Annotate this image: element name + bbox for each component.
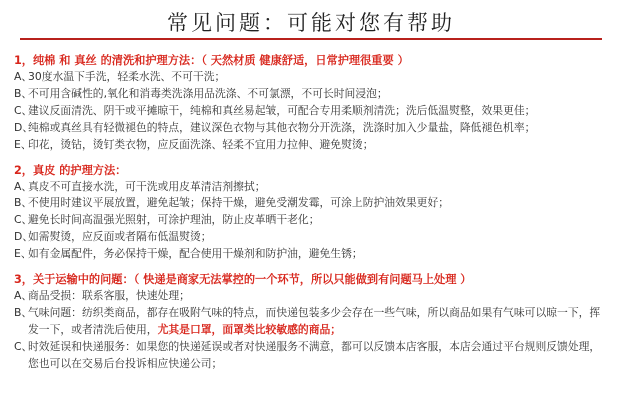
- item-text: 纯棉或真丝具有轻微褪色的特点，建议深色衣物与其他衣物分开洗涤，洗涤时加入少量盐，降低褪色机率；: [28, 120, 536, 134]
- item-text: 避免长时间高温强光照射，可涂护理油，防止皮革晒干老化；: [28, 213, 320, 227]
- item-letter: B、: [14, 305, 33, 319]
- section-leather-care: [14, 162, 608, 264]
- page-title: 常见问题：可能对您有帮助: [167, 11, 455, 35]
- item-letter: B、: [14, 196, 33, 210]
- title-divider: [20, 38, 602, 40]
- item-text: 时效延误和快递服务：如果您的快递延误或者对快递服务不满意，都可以反馈本店客服，本店会通过平台规则反馈处理，您也可以在交易后台投诉相应快递公司；: [28, 339, 601, 370]
- list-item: [14, 229, 608, 246]
- item-letter: C、: [14, 103, 33, 117]
- section-heading-label: 1，纯棉 和 真丝 的清洗和护理方法：: [14, 54, 202, 67]
- section-heading: [14, 271, 608, 288]
- section-heading-label: 2，真皮 的护理方法：: [14, 163, 127, 177]
- item-letter: A、: [14, 179, 33, 193]
- section-heading: [14, 52, 608, 69]
- item-text: 商品受损：联系客服，快速处理；: [28, 289, 190, 303]
- item-letter: B、: [14, 86, 33, 100]
- list-item: [14, 86, 608, 103]
- section-heading: [14, 162, 608, 179]
- item-text-highlight: 尤其是口罩，面罩类比较敏感的商品；: [157, 322, 342, 336]
- item-letter: D、: [14, 120, 34, 134]
- title-bar: [14, 0, 608, 40]
- list-item: [14, 195, 608, 212]
- list-item: [14, 246, 608, 263]
- item-letter: D、: [14, 230, 34, 244]
- item-letter: C、: [14, 213, 33, 227]
- list-item: [14, 120, 608, 137]
- list-item: [14, 305, 608, 339]
- list-item: [14, 137, 608, 154]
- item-text: 建议反面清洗、阴干或平摊晾干，纯棉和真丝易起皱，可配合专用柔顺剂清洗；洗后低温熨整，效果更佳；: [28, 103, 536, 117]
- item-text: 不可用含碱性的,氧化和消毒类洗涤用品洗涤、不可氯漂，不可长时间浸泡；: [28, 86, 388, 100]
- list-item: [14, 103, 608, 120]
- item-letter: A、: [14, 70, 33, 83]
- item-letter: C、: [14, 339, 33, 353]
- section-shipping-issues: [14, 271, 608, 373]
- section-heading-note: （ 快递是商家无法掌控的一个环节，所以只能做到有问题马上处理 ）: [133, 273, 472, 287]
- list-item: [14, 212, 608, 229]
- item-text: 30度水温下手洗，轻柔水洗、不可干洗；: [28, 70, 226, 83]
- list-item: [14, 288, 608, 305]
- section-heading-note: （ 天然材质 健康舒适，日常护理很重要 ）: [201, 54, 409, 67]
- item-letter: E、: [14, 247, 32, 261]
- section-heading-label: 3，关于运输中的问题：: [14, 273, 134, 287]
- item-text: 印花，烫钻，烫钉类衣物，应反面洗涤、轻柔不宜用力拉伸、避免熨烫；: [28, 137, 374, 151]
- item-text: 如有金属配件，务必保持干燥，配合使用干燥剂和防护油，避免生锈；: [28, 247, 363, 261]
- item-letter: A、: [14, 289, 33, 303]
- item-text: 如需熨烫，应反面或者隔布低温熨烫；: [28, 230, 212, 244]
- list-item: [14, 339, 608, 373]
- item-text: [28, 305, 608, 339]
- item-text-main: 气味问题：纺织类商品，都存在吸附气味的特点，而快递包装多少会存在一些气味，所以商品如果有气味可以晾一下，挥发一下，或者清洗后使用，: [28, 305, 601, 336]
- item-text: 真皮不可直接水洗，可干洗或用皮革清洁剂擦拭；: [28, 179, 266, 193]
- item-text: 不使用时建议平展放置，避免起皱；保持干燥，避免受潮发霉，可涂上防护油效果更好；: [28, 196, 450, 210]
- section-cotton-silk-care: [14, 52, 608, 154]
- list-item: [14, 69, 608, 86]
- item-letter: E、: [14, 137, 32, 151]
- list-item: [14, 179, 608, 196]
